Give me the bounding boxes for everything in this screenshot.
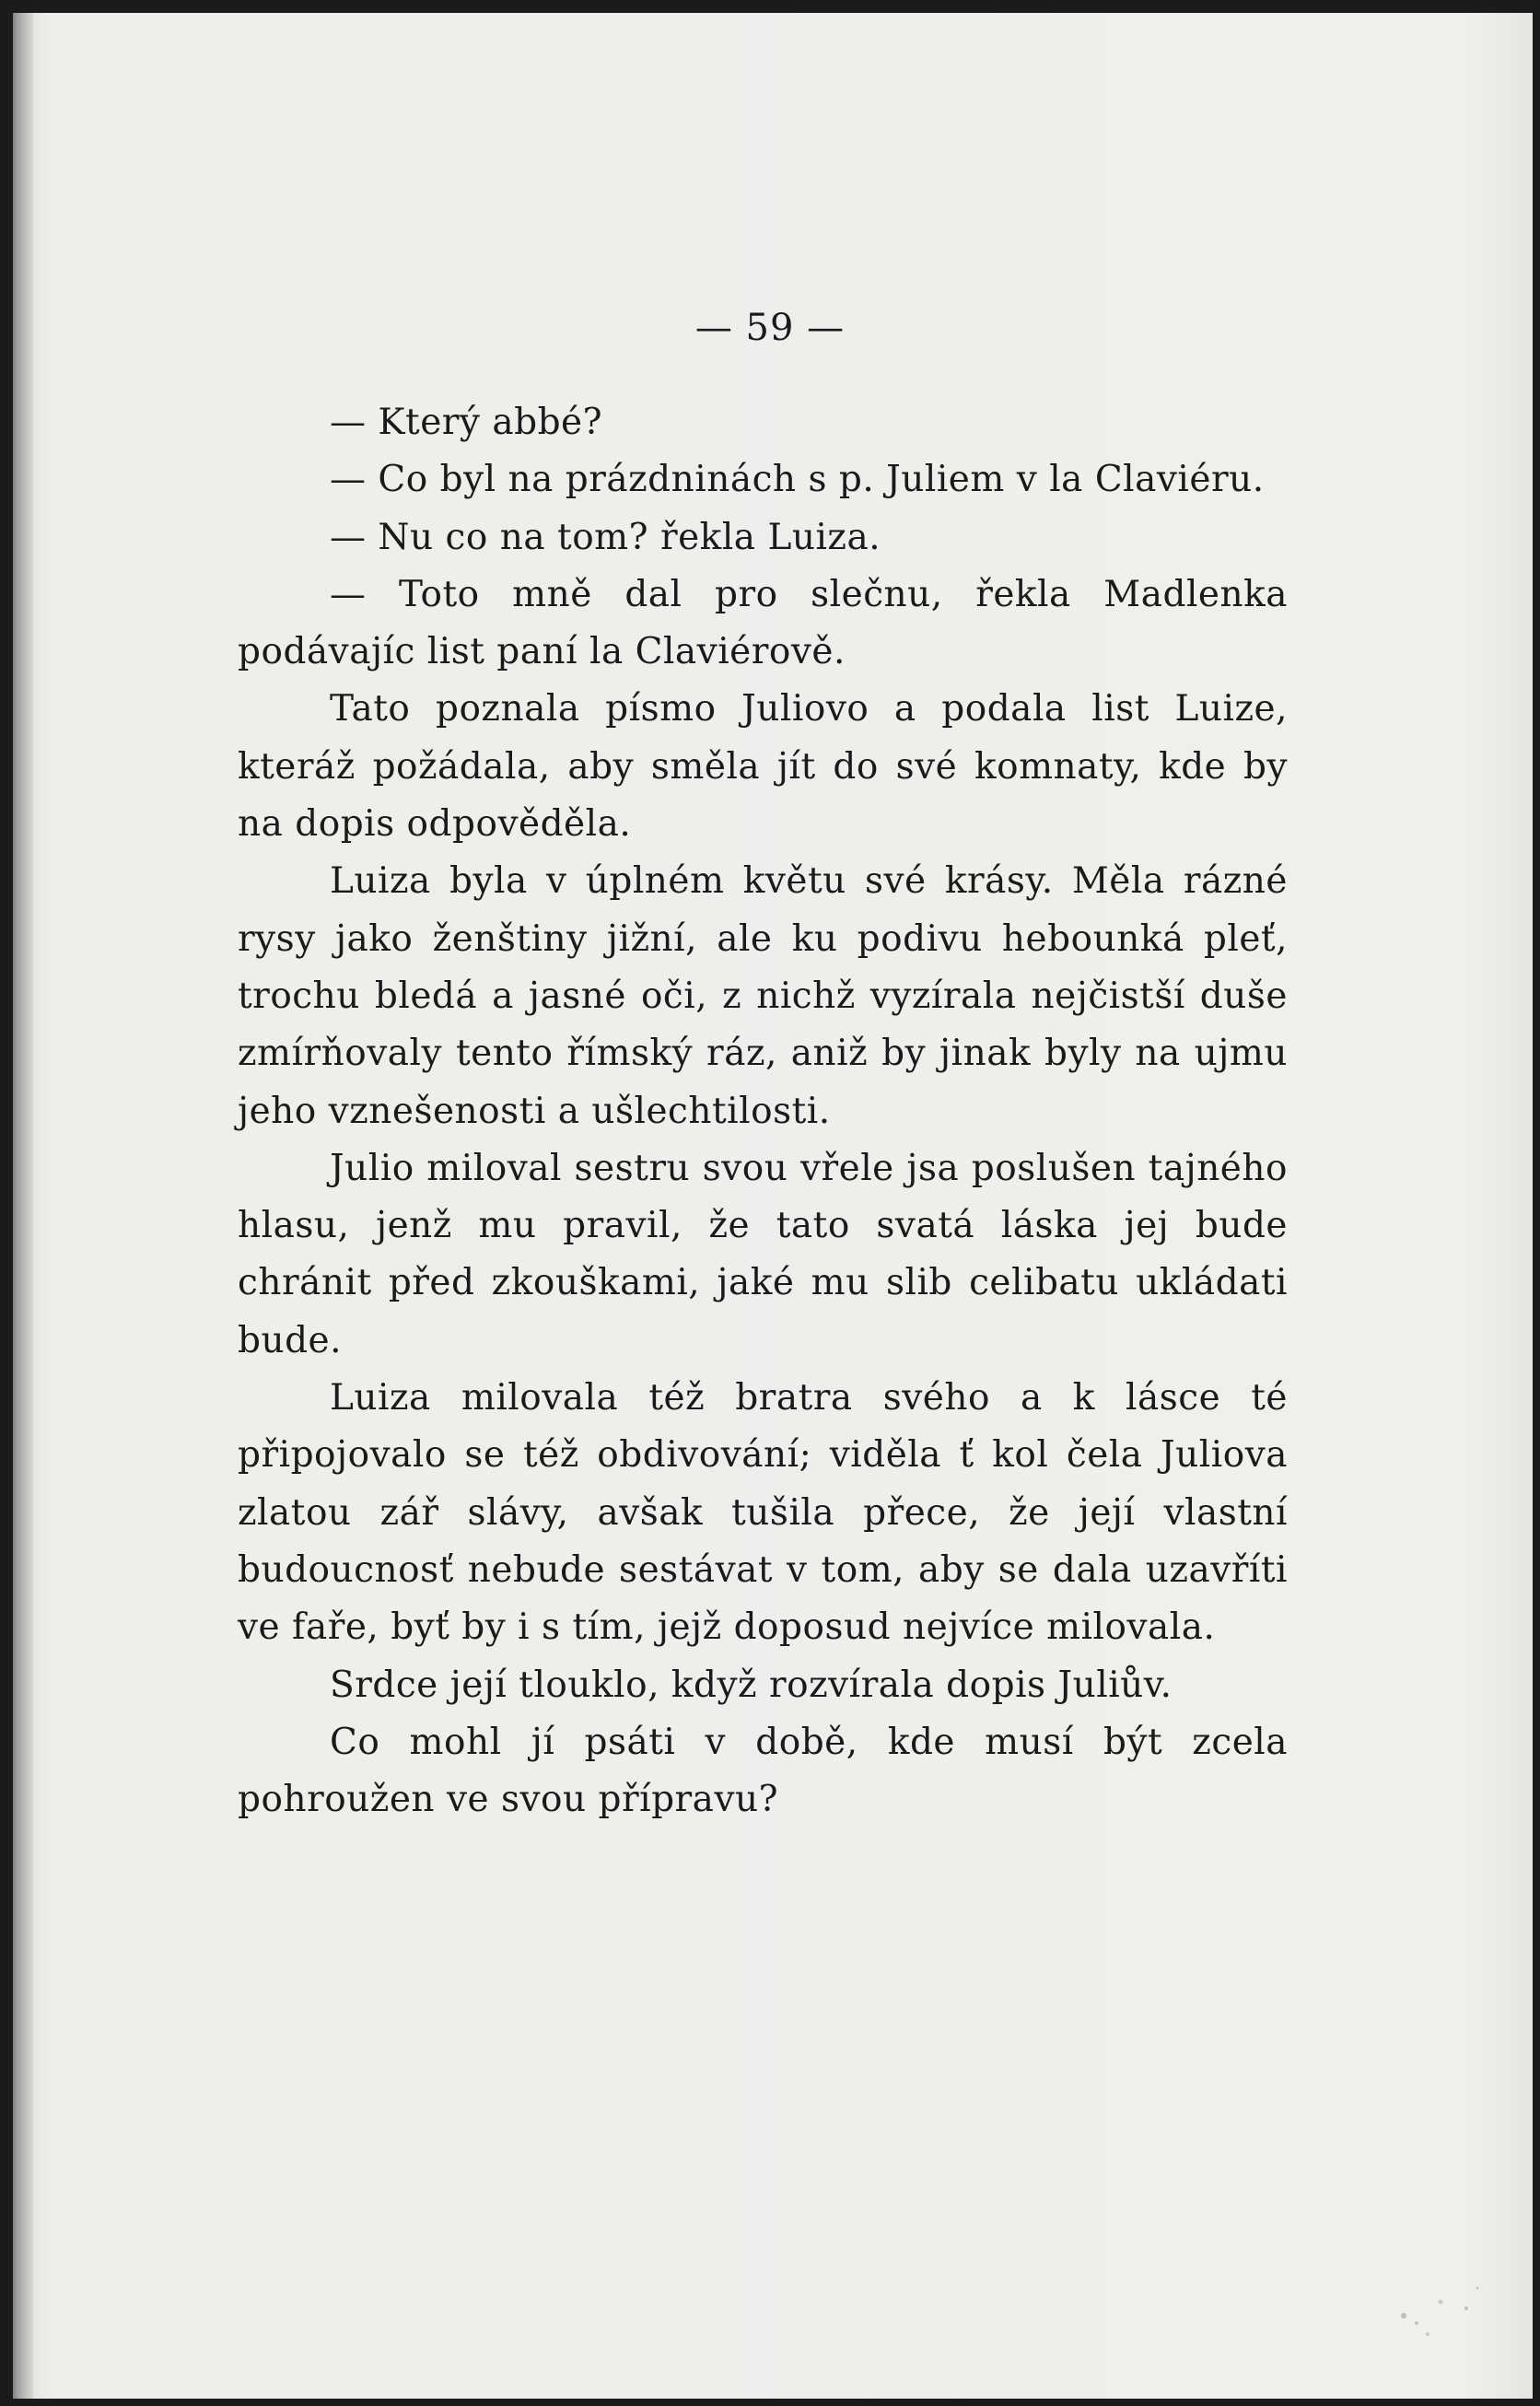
paragraph: Co mohl jí psáti v době, kde musí být zcela pohroužen ve svou přípravu? — [238, 1721, 1288, 1821]
paragraph: Luiza byla v úplném květu své krásy. Měla rázné rysy jako ženštiny jižní, ale ku podivu hebounká pleť, trochu bledá a jasné oči, z nichž vyzírala nejčistší duše zmírňovaly tento římský ráz, aniž by jinak byly na ujmu jeho vznešenosti a ušlechtilosti. — [238, 860, 1288, 1132]
paragraph: Julio miloval sestru svou vřele jsa poslušen tajného hlasu, jenž mu pravil, že tato svatá láska jej bude chránit před zkouškami, jaké mu slib celibatu ukládati bude. — [238, 1147, 1288, 1361]
page-spine-shadow — [13, 13, 33, 2399]
paragraph: Srdce její tlouklo, když rozvírala dopis Juliův. — [330, 1664, 1172, 1706]
paragraph: — Co byl na prázdninách s p. Juliem v la Claviéru. — [330, 459, 1265, 501]
paragraph: — Nu co na tom? řekla Luiza. — [330, 516, 881, 558]
paragraph: Tato poznala písmo Juliovo a podala list Luize, kteráž požádala, aby směla jít do své komnaty, kde by na dopis odpověděla. — [238, 688, 1288, 846]
body-text — [238, 304, 1288, 1828]
paragraph: — Toto mně dal pro slečnu, řekla Madlenka podávajíc list paní la Claviérově. — [238, 573, 1288, 673]
paragraph: — Který abbé? — [330, 402, 603, 443]
paragraph: Luiza milovala též bratra svého a k lásce té připojovalo se též obdivování; viděla ť kol čela Juliova zlatou zář slávy, avšak tušila přece, že její vlastní budoucnosť nebude sestávat v tom, aby se dala uzavříti ve faře, byť by i s tím, jejž doposud nejvíce milovala. — [238, 1377, 1288, 1649]
page-number: — 59 — — [694, 307, 846, 349]
page-stain — [1385, 2251, 1496, 2353]
